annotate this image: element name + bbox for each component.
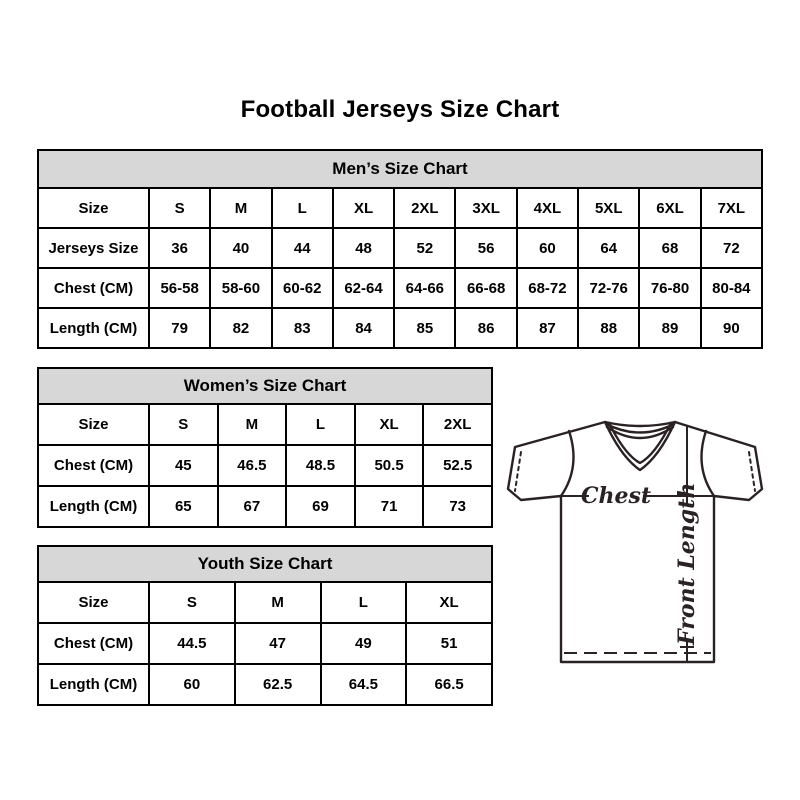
table-cell: 6XL xyxy=(639,188,700,228)
table-cell: 50.5 xyxy=(355,445,424,486)
row-label: Chest (CM) xyxy=(38,268,149,308)
row-label: Chest (CM) xyxy=(38,445,149,486)
table-cell: L xyxy=(286,404,355,445)
table-cell: 49 xyxy=(321,623,407,664)
table-cell: 86 xyxy=(455,308,516,348)
table-row xyxy=(38,445,492,486)
row-label: Length (CM) xyxy=(38,308,149,348)
table-cell: 72-76 xyxy=(578,268,639,308)
table-cell: 52.5 xyxy=(423,445,492,486)
table-cell: 60 xyxy=(149,664,235,705)
table-body xyxy=(38,404,492,527)
table-title-row xyxy=(38,546,492,582)
table-cell: 52 xyxy=(394,228,455,268)
table-cell: 66.5 xyxy=(406,664,492,705)
table-cell: 65 xyxy=(149,486,218,527)
table-cell: S xyxy=(149,404,218,445)
table-cell: 90 xyxy=(701,308,762,348)
table-row xyxy=(38,228,762,268)
row-label: Jerseys Size xyxy=(38,228,149,268)
table-cell: M xyxy=(235,582,321,623)
table-cell: 84 xyxy=(333,308,394,348)
table-cell: 4XL xyxy=(517,188,578,228)
jersey-outline xyxy=(508,422,762,662)
table-row xyxy=(38,623,492,664)
table-cell: 58-60 xyxy=(210,268,271,308)
table-cell: 2XL xyxy=(423,404,492,445)
table-title: Men’s Size Chart xyxy=(38,150,762,188)
table-cell: 60-62 xyxy=(272,268,333,308)
table-cell: 3XL xyxy=(455,188,516,228)
table-cell: 60 xyxy=(517,228,578,268)
table-cell: 62.5 xyxy=(235,664,321,705)
womens-size-table xyxy=(37,367,493,528)
table-cell: 2XL xyxy=(394,188,455,228)
table-cell: XL xyxy=(406,582,492,623)
table-row xyxy=(38,404,492,445)
table-title: Women’s Size Chart xyxy=(38,368,492,404)
row-label: Size xyxy=(38,582,149,623)
row-label: Length (CM) xyxy=(38,486,149,527)
table-row xyxy=(38,308,762,348)
table-row xyxy=(38,486,492,527)
youth-size-table xyxy=(37,545,493,706)
table-cell: 47 xyxy=(235,623,321,664)
jersey-icon xyxy=(505,417,765,667)
table-cell: 69 xyxy=(286,486,355,527)
page-title: Football Jerseys Size Chart xyxy=(240,96,560,123)
table-cell: 82 xyxy=(210,308,271,348)
table-row xyxy=(38,268,762,308)
table-cell: 46.5 xyxy=(218,445,287,486)
row-label: Chest (CM) xyxy=(38,623,149,664)
table-cell: 48 xyxy=(333,228,394,268)
table-cell: 64.5 xyxy=(321,664,407,705)
table-cell: 5XL xyxy=(578,188,639,228)
table-title: Youth Size Chart xyxy=(38,546,492,582)
table-cell: XL xyxy=(333,188,394,228)
table-cell: 68-72 xyxy=(517,268,578,308)
table-cell: 7XL xyxy=(701,188,762,228)
table-row xyxy=(38,188,762,228)
table-cell: XL xyxy=(355,404,424,445)
chest-label: Chest xyxy=(580,483,652,509)
table-cell: L xyxy=(272,188,333,228)
table-cell: 44.5 xyxy=(149,623,235,664)
table-cell: 36 xyxy=(149,228,210,268)
table-cell: 44 xyxy=(272,228,333,268)
table-cell: 67 xyxy=(218,486,287,527)
row-label: Size xyxy=(38,188,149,228)
table-cell: 85 xyxy=(394,308,455,348)
table-cell: 88 xyxy=(578,308,639,348)
table-cell: S xyxy=(149,582,235,623)
table-cell: 64-66 xyxy=(394,268,455,308)
table-cell: 68 xyxy=(639,228,700,268)
table-row xyxy=(38,582,492,623)
jersey-diagram xyxy=(505,417,765,667)
table-cell: 45 xyxy=(149,445,218,486)
table-cell: M xyxy=(210,188,271,228)
table-cell: 64 xyxy=(578,228,639,268)
front-length-label: Front Length xyxy=(674,482,700,645)
table-cell: 66-68 xyxy=(455,268,516,308)
table-body xyxy=(38,582,492,705)
table-cell: 71 xyxy=(355,486,424,527)
row-label: Size xyxy=(38,404,149,445)
table-title-row xyxy=(38,368,492,404)
table-cell: M xyxy=(218,404,287,445)
table-cell: 48.5 xyxy=(286,445,355,486)
table-cell: 73 xyxy=(423,486,492,527)
table-cell: L xyxy=(321,582,407,623)
table-row xyxy=(38,664,492,705)
table-cell: 56 xyxy=(455,228,516,268)
table-cell: 72 xyxy=(701,228,762,268)
table-cell: 62-64 xyxy=(333,268,394,308)
table-cell: S xyxy=(149,188,210,228)
table-cell: 40 xyxy=(210,228,271,268)
table-cell: 76-80 xyxy=(639,268,700,308)
table-cell: 87 xyxy=(517,308,578,348)
table-title-row xyxy=(38,150,762,188)
table-cell: 79 xyxy=(149,308,210,348)
table-cell: 80-84 xyxy=(701,268,762,308)
table-cell: 89 xyxy=(639,308,700,348)
table-body xyxy=(38,188,762,348)
table-cell: 83 xyxy=(272,308,333,348)
row-label: Length (CM) xyxy=(38,664,149,705)
mens-size-table xyxy=(37,149,763,349)
table-cell: 56-58 xyxy=(149,268,210,308)
table-cell: 51 xyxy=(406,623,492,664)
